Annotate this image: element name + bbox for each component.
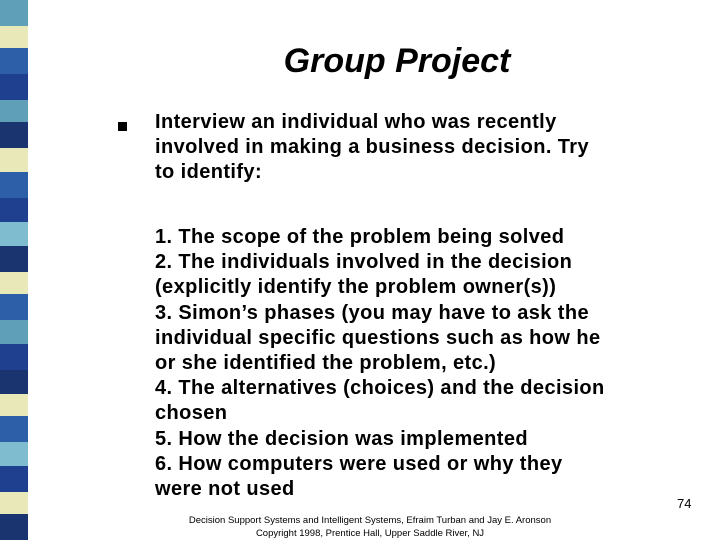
stripe-block [0,100,28,122]
stripe-block [0,442,28,466]
footer-line: Copyright 1998, Prentice Hall, Upper Saddle River, NJ [255,528,485,539]
list-item: chosen [155,402,228,425]
list-item: 5. How the decision was implemented [155,427,528,450]
numbered-list [155,225,695,502]
stripe-block [0,492,28,514]
list-item: 6. How computers were used or why they [155,452,563,475]
stripe-block [0,294,28,320]
list-item: or she identified the problem, etc.) [155,352,497,375]
stripe-block [0,370,28,394]
stripe-block [0,344,28,370]
list-item: 2. The individuals involved in the decision [155,251,573,274]
stripe-block [0,272,28,294]
stripe-block [0,320,28,344]
intro-line: involved in making a business decision. Try [155,136,589,158]
stripe-block [0,416,28,442]
stripe-block [0,466,28,492]
footer-line: Decision Support Systems and Intelligent Systems, Efraim Turban and Jay E. Aronson [188,515,552,526]
intro-line: Interview an individual who was recently [155,111,557,133]
footer-citation [160,514,580,540]
page-number: 74 [677,496,692,511]
stripe-block [0,148,28,172]
stripe-block [0,0,28,26]
intro-line: to identify: [155,161,263,183]
list-item: 3. Simon’s phases (you may have to ask the [155,301,589,324]
list-item: 1. The scope of the problem being solved [155,226,565,248]
list-item: individual specific questions such as how he [155,326,601,349]
list-item: 4. The alternatives (choices) and the decision [155,377,605,400]
stripe-block [0,172,28,198]
stripe-block [0,514,28,540]
intro-paragraph [155,110,695,185]
list-item: (explicitly identify the problem owner(s)) [155,276,557,299]
decorative-stripe [0,0,28,540]
stripe-block [0,222,28,246]
stripe-block [0,198,28,222]
slide-title: Group Project [283,42,511,80]
list-item: were not used [155,478,295,501]
stripe-block [0,394,28,416]
square-bullet-icon [118,122,127,131]
stripe-block [0,246,28,272]
stripe-block [0,122,28,148]
